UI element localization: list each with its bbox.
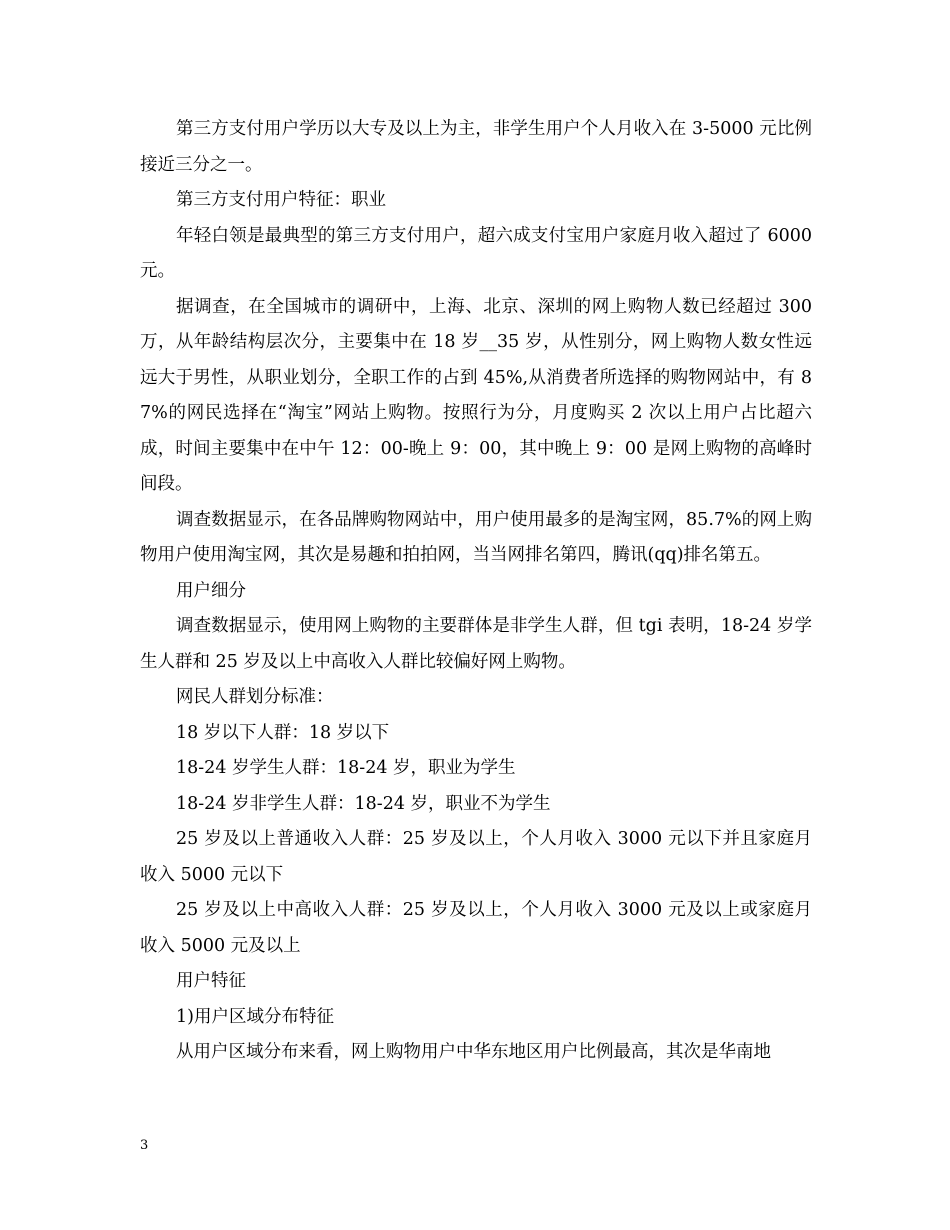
paragraph-4: 据调查，在全国城市的调研中，上海、北京、深圳的网上购物人数已经超过 300 万，从年龄结构层次分，主要集中在 18 岁__35 岁，从性别分，网上购物人数女性远远大于男性，从职业划分，全职工作的占到 45%,从消费者所选择的购物网站中，有 87%的网民选择在“淘宝”网站上购物。按照行为分，月度购买 2 次以上用户占比超六成，时间主要集中在中午 12：00-晚上 9：00，其中晚上 9：00 是网上购物的高峰时间段。 [140,296,812,494]
paragraph-2: 第三方支付用户特征：职业 [176,190,386,210]
paragraph-9: 18 岁以下人群：18 岁以下 [176,722,390,743]
paragraph-15: 1)用户区域分布特征 [176,1006,334,1027]
paragraph-16: 从用户区域分布来看，网上购物用户中华东地区用户比例最高，其次是华南地 [176,1042,771,1062]
paragraph-3: 年轻白领是最典型的第三方支付用户，超六成支付宝用户家庭月收入超过了 6000 元。 [140,225,812,281]
paragraph-8: 网民人群划分标准： [176,687,334,707]
paragraph-7: 调查数据显示，使用网上购物的主要群体是非学生人群，但 tgi 表明，18-24 岁学生人群和 25 岁及以上中高收入人群比较偏好网上购物。 [140,616,812,672]
paragraph-11: 18-24 岁非学生人群：18-24 岁，职业不为学生 [176,793,551,814]
paragraph-1: 第三方支付用户学历以大专及以上为主，非学生用户个人月收入在 3-5000 元比例接近三分之一。 [140,119,812,175]
paragraph-13: 25 岁及以上中高收入人群：25 岁及以上，个人月收入 3000 元及以上或家庭月收入 5000 元及以上 [140,900,812,956]
paragraph-5: 调查数据显示，在各品牌购物网站中，用户使用最多的是淘宝网，85.7%的网上购物用户使用淘宝网，其次是易趣和拍拍网，当当网排名第四，腾讯(qq)排名第五。 [140,509,812,565]
document-body [140,112,812,1071]
page-number: 3 [140,1138,149,1153]
paragraph-12: 25 岁及以上普通收入人群：25 岁及以上，个人月收入 3000 元以下并且家庭月收入 5000 元以下 [140,829,812,885]
paragraph-14: 用户特征 [176,971,246,991]
paragraph-10: 18-24 岁学生人群：18-24 岁，职业为学生 [176,758,516,778]
paragraph-6: 用户细分 [176,580,246,601]
